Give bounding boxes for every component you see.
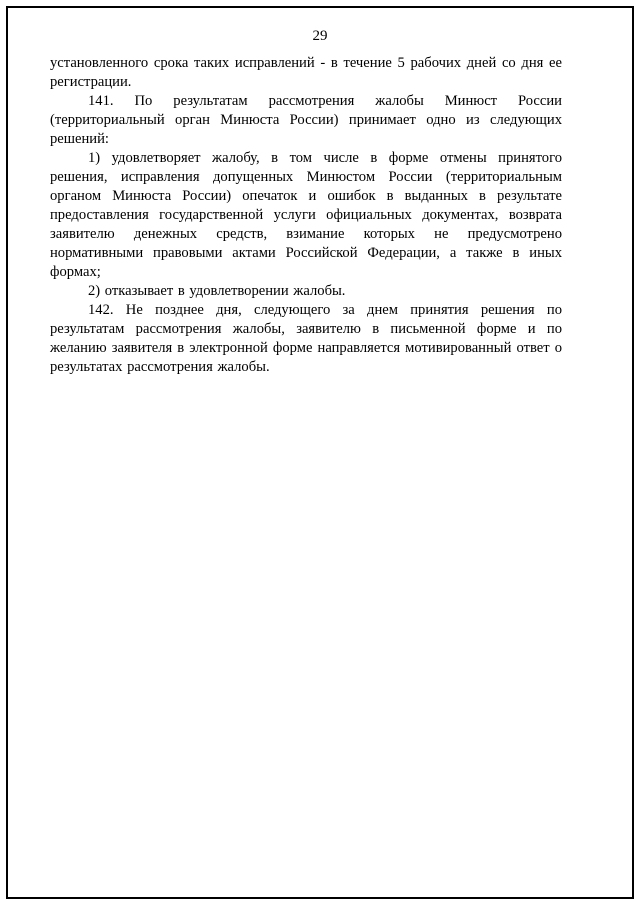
paragraph: 2) отказывает в удовлетворении жалобы.: [88, 283, 346, 299]
paragraph: 141. По результатам рассмотрения жалобы Минюст России (территориальный орган Минюста России) принимает одно из следующих решений:: [50, 93, 562, 147]
paragraph: установленного срока таких исправлений - в течение 5 рабочих дней со дня ее регистрации.: [50, 55, 562, 90]
paragraph: 1) удовлетворяет жалобу, в том числе в форме отмены принятого решения, исправления допущенных Минюстом России (территориальным органом Минюста России) опечаток и ошибок в выданных в результате предоставления государственной услуги официальных документах, возврата заявителю денежных средств, взимание которых не предусмотрено нормативными правовыми актами Российской Федерации, а также в иных формах;: [50, 150, 562, 280]
paragraph: 142. Не позднее дня, следующего за днем принятия решения по результатам рассмотрения жалобы, заявителю в письменной форме и по желанию заявителя в электронной форме направляется мотивированный ответ о результатах рассмотрения жалобы.: [50, 302, 562, 375]
document-body: [50, 54, 562, 377]
page-number: 29: [312, 28, 328, 44]
